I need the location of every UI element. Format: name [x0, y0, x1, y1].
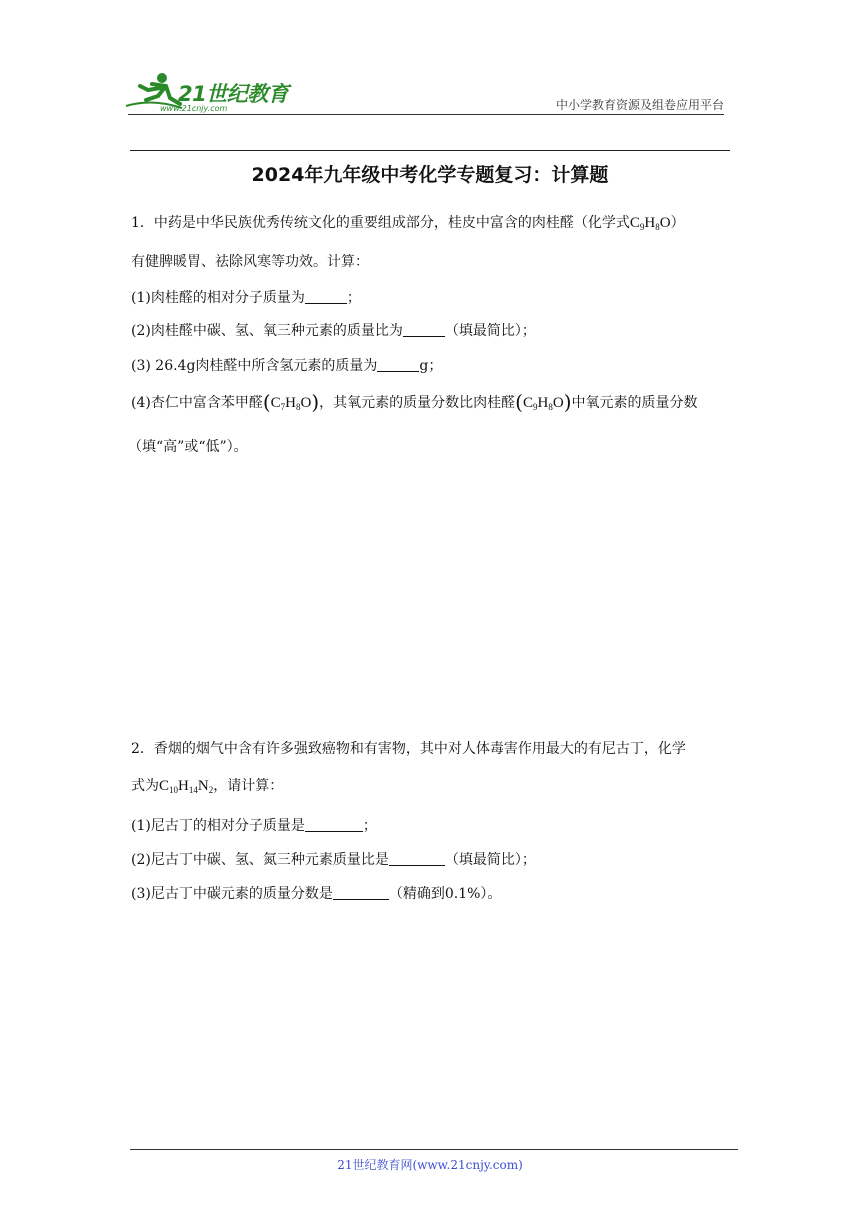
answer-blank[interactable] [333, 885, 389, 900]
logo-text: 21世纪教育 [178, 82, 289, 106]
platform-label: 中小学教育资源及组卷应用平台 [555, 98, 724, 112]
q1-part3: (3) 26.4g肉桂醛中所含氢元素的质量为 g； [131, 358, 443, 374]
formula-benzaldehyde: $C_7H_8O$ [270, 395, 312, 412]
answer-blank[interactable] [305, 289, 347, 304]
formula-cinnamaldehyde: $C_9H_8O$ [629, 215, 671, 232]
formula-cinnamaldehyde-2: $C_9H_8O$ [522, 395, 564, 412]
formula-nicotine: $C_{10}H_{14}N_2$ [159, 778, 214, 795]
q1-part4: (4)杏仁中富含苯甲醛$(C_7H_8O)$，其氧元素的质量分数比肉桂醛$(C_9H_8O)$中氧元素的质量分数 [131, 390, 698, 414]
q1-part4-line2: （填“高”或“低”）。 [128, 439, 248, 455]
footer-divider [130, 1149, 738, 1150]
answer-blank[interactable] [305, 817, 363, 832]
footer-link[interactable]: 21世纪教育网(www.21cnjy.com) [337, 1158, 523, 1172]
answer-blank[interactable] [377, 357, 419, 372]
answer-blank[interactable] [403, 322, 445, 337]
title-divider [130, 150, 730, 151]
q1-line2: 有健脾暖胃、祛除风寒等功效。计算： [131, 254, 369, 270]
q2-part1: (1)尼古丁的相对分子质量是 ； [131, 818, 377, 834]
answer-blank[interactable] [389, 851, 445, 866]
q1-part2: (2)肉桂醛中碳、氢、氧三种元素的质量比为 （填最简比）； [131, 323, 536, 339]
q1-line1: 1．中药是中华民族优秀传统文化的重要组成部分，桂皮中富含的肉桂醛（化学式$C_9H_8O$） [131, 215, 685, 232]
q2-line1: 2．香烟的烟气中含有许多强致癌物和有害物，其中对人体毒害作用最大的有尼古丁，化学 [131, 741, 686, 757]
header-divider [128, 114, 724, 115]
logo-url: www.21cnjy.com [160, 104, 228, 113]
q1-part1: (1)肉桂醛的相对分子质量为 ； [131, 290, 361, 306]
q2-part3: (3)尼古丁中碳元素的质量分数是 （精确到0.1%）。 [131, 886, 502, 902]
page-title: 2024年九年级中考化学专题复习：计算题 [251, 164, 609, 186]
q2-line2: 式为$C_{10}H_{14}N_2$，请计算： [131, 778, 284, 795]
q2-part2: (2)尼古丁中碳、氢、氮三种元素质量比是 （填最简比）； [131, 852, 536, 868]
